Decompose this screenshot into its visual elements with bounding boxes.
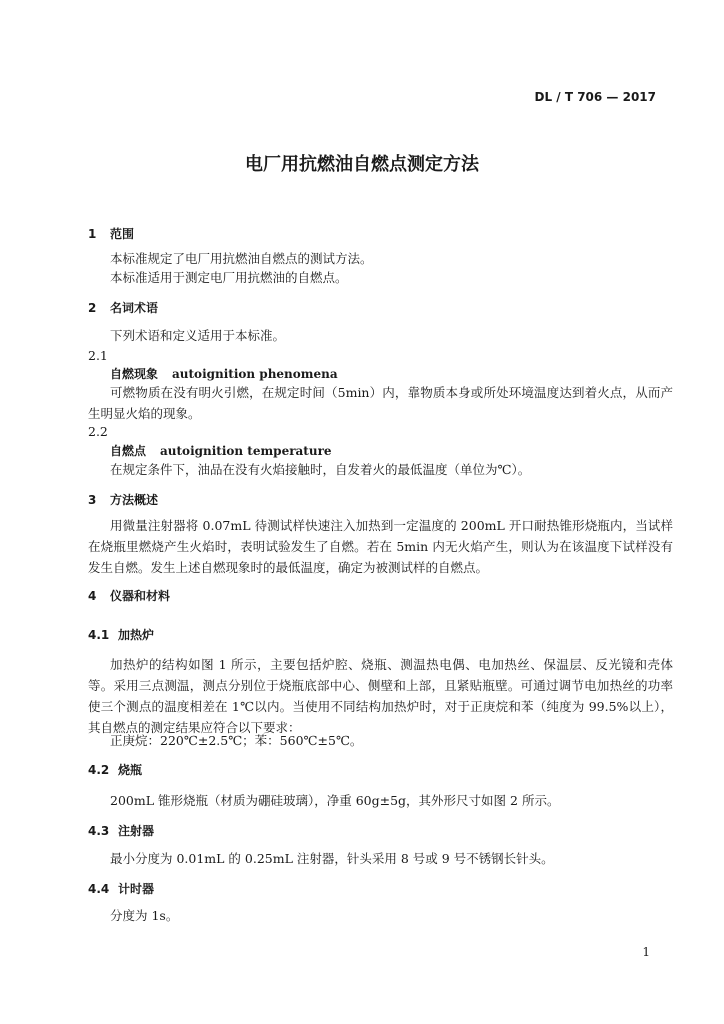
- section-3-paragraph: 用微量注射器将 0.07mL 待测试样快速注入加热到一定温度的 200mL 开口耐热锥形烧瓶内，当试样在烧瓶里燃烧产生火焰时，表明试验发生了自燃。若在 5min 内无火焰产生，则认为在该温度下试样没有发生自燃。发生上述自燃现象时的最低温度，确定为被测试样的自燃点。: [88, 518, 673, 575]
- term-2-1: 自燃现象 autoignition phenomena: [110, 367, 338, 381]
- term-2-2: 自燃点 autoignition temperature: [110, 444, 332, 458]
- section-1-paragraph-2: 本标准适用于测定电厂用抗燃油的自燃点。: [110, 270, 348, 285]
- section-3-heading: 3 方法概述: [88, 493, 159, 507]
- clause-4-1-paragraph: 加热炉的结构如图 1 所示，主要包括炉腔、烧瓶、测温热电偶、电加热丝、保温层、反光镜和壳体等。采用三点测温，测点分别位于烧瓶底部中心、侧壁和上部，且紧贴瓶壁。可通过调节电加热丝的功率使三个测点的温度相差在 1℃以内。当使用不同结构加热炉时，对于正庚烷和苯（纯度为 99.5%以上），其自燃点的测定结果应符合以下要求：: [88, 657, 673, 735]
- clause-2-1-number: 2.1: [88, 348, 108, 363]
- clause-2-2-number: 2.2: [88, 424, 108, 439]
- standard-number: DL / T 706 — 2017: [534, 90, 656, 104]
- clause-4-1-heading: 4.1 加热炉: [88, 628, 155, 642]
- term-2-1-definition: 可燃物质在没有明火引燃，在规定时间（5min）内，靠物质本身或所处环境温度达到着火点，从而产生明显火焰的现象。: [88, 385, 673, 421]
- clause-4-2-heading: 4.2 烧瓶: [88, 763, 143, 777]
- clause-4-1-requirements: 正庚烷：220℃±2.5℃；苯：560℃±5℃。: [110, 733, 363, 748]
- section-1-heading: 1 范围: [88, 227, 135, 241]
- term-2-2-definition: 在规定条件下，油品在没有火焰接触时，自发着火的最低温度（单位为℃）。: [110, 462, 531, 477]
- clause-4-4-paragraph: 分度为 1s。: [110, 908, 179, 923]
- section-4-heading: 4 仪器和材料: [88, 589, 171, 603]
- clause-4-3-paragraph: 最小分度为 0.01mL 的 0.25mL 注射器，针头采用 8 号或 9 号不锈钢长针头。: [110, 851, 554, 866]
- page-number: 1: [642, 945, 650, 959]
- clause-4-3-heading: 4.3 注射器: [88, 824, 155, 838]
- clause-4-4-heading: 4.4 计时器: [88, 882, 155, 896]
- section-1-paragraph-1: 本标准规定了电厂用抗燃油自燃点的测试方法。: [110, 251, 373, 266]
- document-title: 电厂用抗燃油自燃点测定方法: [245, 154, 479, 175]
- clause-4-2-paragraph: 200mL 锥形烧瓶（材质为硼硅玻璃），净重 60g±5g，其外形尺寸如图 2 所示。: [110, 793, 560, 808]
- section-2-paragraph: 下列术语和定义适用于本标准。: [110, 328, 286, 343]
- section-2-heading: 2 名词术语: [88, 301, 159, 315]
